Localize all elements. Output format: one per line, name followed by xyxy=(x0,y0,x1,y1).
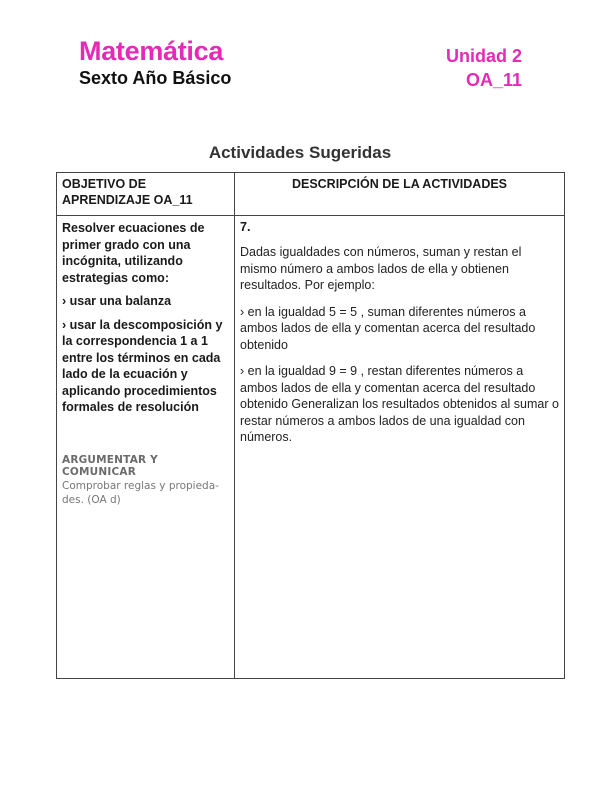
objective-text: Resolver ecuaciones de primer grado con una incógnita, utilizando estrategias como: xyxy=(62,221,205,285)
objective-cell xyxy=(57,216,235,679)
section-title: Actividades Sugeridas xyxy=(208,143,392,162)
objective-header: OBJETIVO DE APRENDIZAJE OA_11 xyxy=(57,173,235,216)
activity-number: 7. xyxy=(240,220,251,234)
table-body-row xyxy=(57,216,565,679)
activity-paragraph: Dadas igualdades con números, suman y restan el mismo número a ambos lados de ella y obtienen resultados. Por ejemplo: xyxy=(240,245,522,292)
activities-table xyxy=(56,172,565,679)
skill-description: Comprobar reglas y propieda-des. (OA d) xyxy=(62,479,219,506)
subject-title: Matemática xyxy=(79,36,224,66)
unit-label: Unidad 2 xyxy=(445,46,522,66)
activity-paragraph: › en la igualdad 9 = 9 , restan diferentes números a ambos lados de ella y comentan acerca del resultado obtenido Generalizan los resultados obtenidos al sumar o restar números a ambos lados de una igualdad con números. xyxy=(240,364,559,444)
header-right xyxy=(446,46,522,91)
activity-paragraph: › en la igualdad 5 = 5 , suman diferentes números a ambos lados de ella y comentan acerca del resultado obtenido xyxy=(240,304,536,352)
objective-item: › usar la descomposición y la correspondencia 1 a 1 entre los términos en cada lado de la ecuación y aplicando procedimientos formales de resolución xyxy=(62,317,223,414)
grade-label: Sexto Año Básico xyxy=(79,68,232,88)
skill-name: ARGUMENTAR Y COMUNICAR xyxy=(62,453,158,478)
activity-cell xyxy=(235,216,565,679)
objective-item: › usar una balanza xyxy=(62,294,172,308)
table-header-row xyxy=(57,173,565,216)
skill-block xyxy=(62,454,229,507)
header-left xyxy=(79,36,231,89)
description-header: DESCRIPCIÓN DE LA ACTIVIDADES xyxy=(235,173,565,216)
oa-code-label: OA_11 xyxy=(465,70,522,90)
